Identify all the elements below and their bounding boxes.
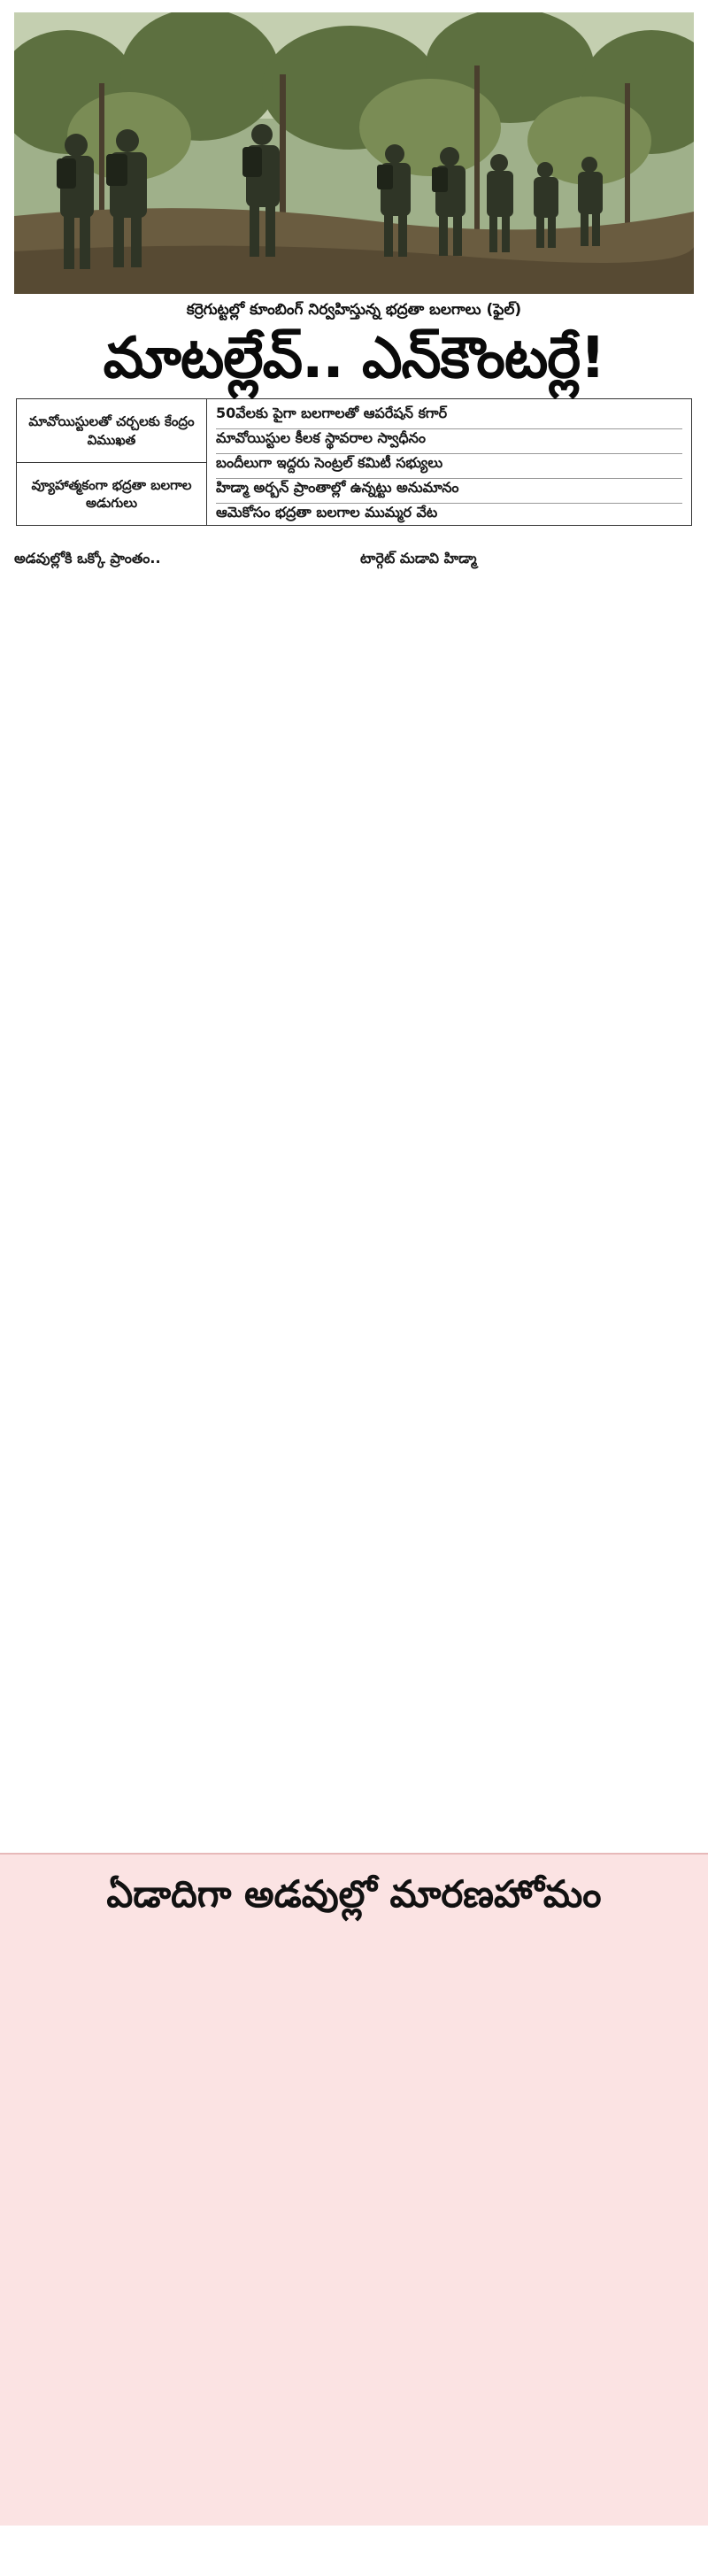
sidebar-title: ఏడాదిగా అడవుల్లో మారణహోమం: [106, 1872, 602, 1917]
article-column-right: [360, 538, 694, 1853]
subhead-box: [16, 398, 692, 526]
article-column-left: [14, 538, 348, 1853]
subhead-point: ఆమెకోసం భద్రతా బలగాల ముమ్మర వేట: [216, 504, 438, 521]
forest-soldiers-illustration: [14, 12, 694, 294]
sidebar-box: [0, 1853, 708, 2526]
sidebar-column-right: [361, 1936, 687, 2467]
section-heading: అడవుల్లోకి ఒక్కో ప్రాంతం..: [14, 550, 161, 567]
subhead-left: [17, 399, 207, 525]
subhead-left-bottom: వ్యూహాత్మకంగా భద్రతా బలగాల అడుగులు: [17, 462, 206, 526]
section-heading: టార్గెట్ మడావి హిడ్మా: [360, 550, 477, 567]
photo-caption: కర్రెగుట్టల్లో కూంబింగ్ నిర్వహిస్తున్న భద్రతా బలగాలు (ఫైల్): [186, 301, 522, 319]
subhead-right: [207, 399, 691, 525]
subhead-point: హిడ్మా అర్బన్ ప్రాంతాల్లో ఉన్నట్టు అనుమానం: [216, 479, 682, 504]
sidebar-body: [21, 1936, 687, 2467]
hero-photo: [14, 12, 694, 294]
headline: మాటల్లేవ్.. ఎన్‌కౌంటర్లే!: [103, 326, 605, 391]
subhead-point: బందీలుగా ఇద్దరు సెంట్రల్ కమిటీ సభ్యులు: [216, 454, 682, 479]
subhead-point: మావోయిస్టుల కీలక స్థావరాల స్వాధీనం: [216, 429, 682, 454]
page-bottom-strip: [0, 2549, 708, 2576]
subhead-left-top: మావోయిస్టులతో చర్చలకు కేంద్రం విముఖత: [28, 413, 195, 448]
article-body: [14, 538, 694, 1853]
subhead-point: 50వేలకు పైగా బలగాలతో ఆపరేషన్ కగార్: [216, 405, 682, 429]
sidebar-column-left: [21, 1936, 347, 2467]
